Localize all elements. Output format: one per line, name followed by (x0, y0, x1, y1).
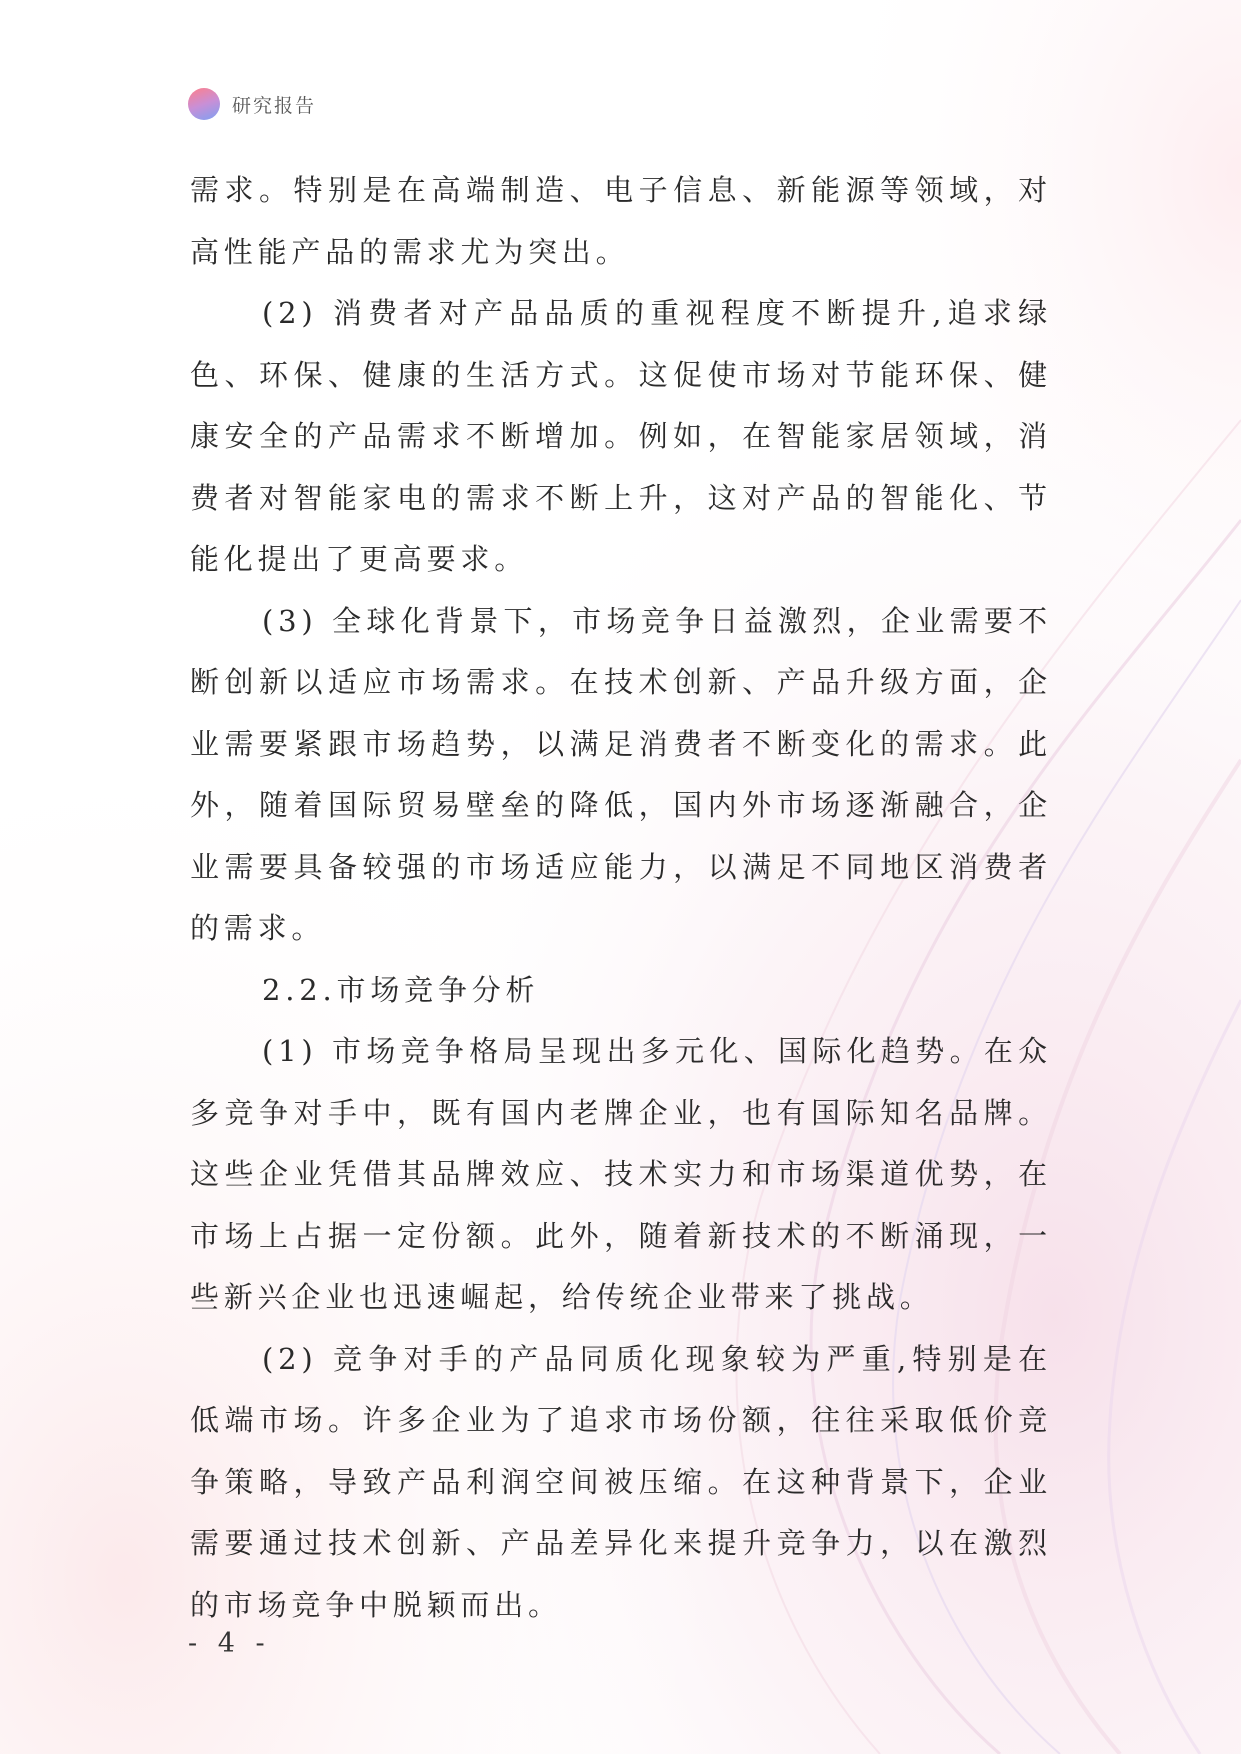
report-logo-icon (188, 88, 220, 120)
paragraph-demand-continued: 需求。特别是在高端制造、电子信息、新能源等领域，对高性能产品的需求尤为突出。 (190, 173, 1052, 269)
page-number: - 4 - (188, 1628, 271, 1659)
paragraph-globalization: (3) 全球化背景下，市场竞争日益激烈，企业需要不断创新以适应市场需求。在技术创新、产品升级方面，企业需要紧跟市场趋势，以满足消费者不断变化的需求。此外，随着国际贸易壁垒的降低，国内外市场逐渐融合，企业需要具备较强的市场适应能力，以满足不同地区消费者的需求。 (190, 603, 1052, 945)
paragraph-competition-landscape: (1) 市场竞争格局呈现出多元化、国际化趋势。在众多竞争对手中，既有国内老牌企业，也有国际知名品牌。这些企业凭借其品牌效应、技术实力和市场渠道优势，在市场上占据一定份额。此外，随着新技术的不断涌现，一些新兴企业也迅速崛起，给传统企业带来了挑战。 (190, 1034, 1052, 1314)
section-heading-market-competition: 2.2.市场竞争分析 (262, 972, 540, 1007)
paragraph-product-homogenization: (2) 竞争对手的产品同质化现象较为严重,特别是在低端市场。许多企业为了追求市场份额，往往采取低价竞争策略，导致产品利润空间被压缩。在这种背景下，企业需要通过技术创新、产品差异化来提升竞争力，以在激烈的市场竞争中脱颖而出。 (190, 1341, 1052, 1622)
report-header (188, 88, 316, 120)
header-title: 研究报告 (232, 94, 317, 117)
paragraph-consumer-quality: (2) 消费者对产品品质的重视程度不断提升,追求绿色、环保、健康的生活方式。这促使市场对节能环保、健康安全的产品需求不断增加。例如，在智能家居领域，消费者对智能家电的需求不断上升，这对产品的智能化、节能化提出了更高要求。 (190, 296, 1052, 576)
document-body (190, 160, 1052, 1636)
